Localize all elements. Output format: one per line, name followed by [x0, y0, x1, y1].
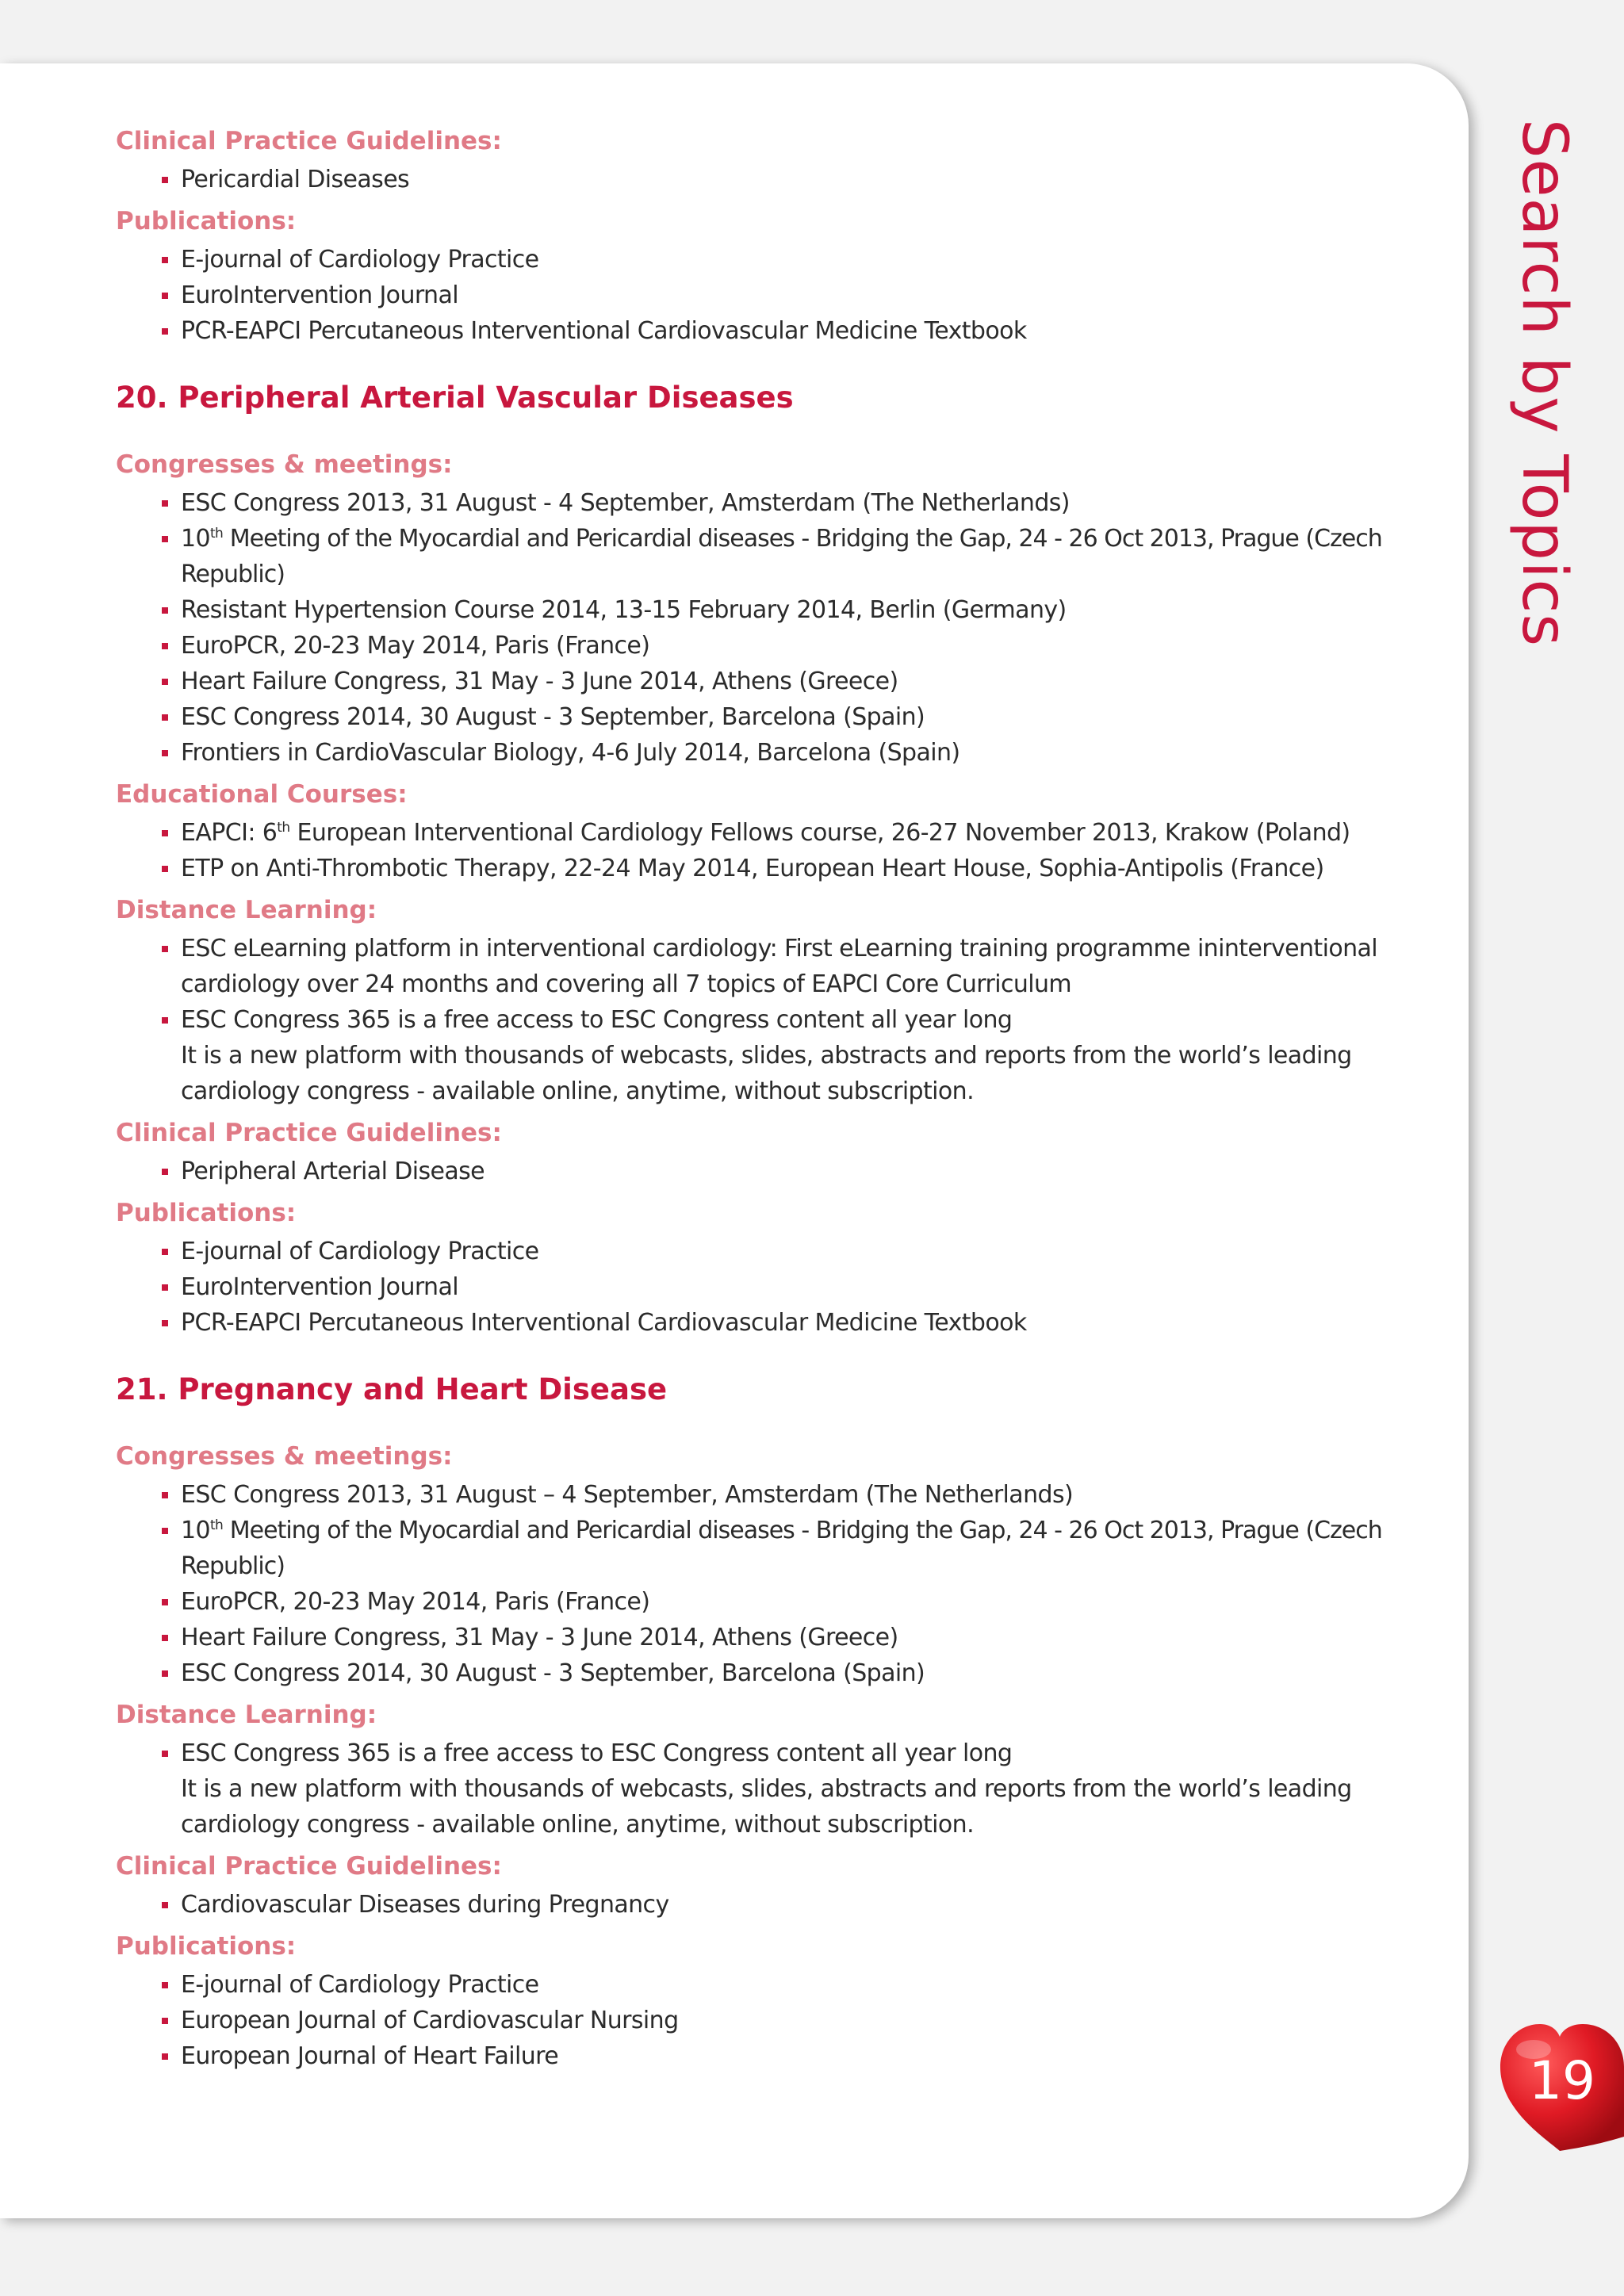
list-item: ESC Congress 2013, 31 August – 4 September, Amsterdam (The Netherlands)	[181, 1477, 1416, 1513]
guidelines-list	[116, 1154, 1416, 1189]
list-item: ETP on Anti-Thrombotic Therapy, 22-24 May 2014, European Heart House, Sophia-Antipolis (France)	[181, 851, 1416, 886]
guidelines-list	[116, 162, 1416, 197]
list-item: Frontiers in CardioVascular Biology, 4-6 July 2014, Barcelona (Spain)	[181, 735, 1416, 771]
list-item: EuroPCR, 20-23 May 2014, Paris (France)	[181, 628, 1416, 664]
subheading-publications: Publications:	[116, 1932, 297, 1961]
list-item: E-journal of Cardiology Practice	[181, 1234, 1416, 1269]
list-item: E-journal of Cardiology Practice	[181, 242, 1416, 277]
publications-list	[116, 1234, 1416, 1341]
list-item: Heart Failure Congress, 31 May - 3 June 2014, Athens (Greece)	[181, 1620, 1416, 1655]
publications-list	[116, 1967, 1416, 2074]
subheading-publications: Publications:	[116, 1199, 297, 1227]
list-item: ESC eLearning platform in interventional cardiology: First eLearning training programme ininterventional cardiology over 24 months and covering all 7 topics of EAPCI Core Curriculum	[181, 931, 1416, 1002]
guidelines-list	[116, 1887, 1416, 1923]
list-item: EuroIntervention Journal	[181, 1269, 1416, 1305]
subheading-guidelines: Clinical Practice Guidelines:	[116, 1852, 502, 1881]
subheading-guidelines: Clinical Practice Guidelines:	[116, 1119, 502, 1147]
publications-list	[116, 242, 1416, 349]
side-title: Search by Topics	[1508, 119, 1580, 648]
list-item: E-journal of Cardiology Practice	[181, 1967, 1416, 2003]
list-item: EAPCI: 6th European Interventional Cardiology Fellows course, 26-27 November 2013, Krakow (Poland)	[181, 815, 1416, 851]
distance-learning-list	[116, 931, 1416, 1109]
list-item: Heart Failure Congress, 31 May - 3 June 2014, Athens (Greece)	[181, 664, 1416, 699]
list-item: EuroIntervention Journal	[181, 277, 1416, 313]
section-title-20: 20. Peripheral Arterial Vascular Diseases	[116, 381, 794, 415]
list-item: Pericardial Diseases	[181, 162, 1416, 197]
list-item: PCR-EAPCI Percutaneous Interventional Cardiovascular Medicine Textbook	[181, 313, 1416, 349]
distance-learning-list	[116, 1735, 1416, 1843]
list-item: PCR-EAPCI Percutaneous Interventional Cardiovascular Medicine Textbook	[181, 1305, 1416, 1341]
list-item: ESC Congress 2014, 30 August - 3 September, Barcelona (Spain)	[181, 1655, 1416, 1691]
subheading-congresses: Congresses & meetings:	[116, 450, 453, 479]
subheading-distance-learning: Distance Learning:	[116, 1701, 377, 1729]
congresses-list	[116, 485, 1416, 771]
list-item: EuroPCR, 20-23 May 2014, Paris (France)	[181, 1584, 1416, 1620]
list-item: 10th Meeting of the Myocardial and Pericardial diseases - Bridging the Gap, 24 - 26 Oct 2013, Prague (Czech Republic)	[181, 521, 1416, 592]
list-item: ESC Congress 2013, 31 August - 4 September, Amsterdam (The Netherlands)	[181, 485, 1416, 521]
list-item: ESC Congress 365 is a free access to ESC Congress content all year long It is a new platform with thousands of webcasts, slides, abstracts and reports from the world’s leading cardiology congress - available online, anytime, without subscription.	[181, 1002, 1416, 1109]
list-item: European Journal of Cardiovascular Nursing	[181, 2003, 1416, 2038]
subheading-distance-learning: Distance Learning:	[116, 896, 377, 924]
subheading-publications: Publications:	[116, 207, 297, 235]
page-content	[116, 127, 1416, 2074]
subheading-congresses: Congresses & meetings:	[116, 1442, 453, 1471]
subheading-courses: Educational Courses:	[116, 780, 408, 809]
list-item: ESC Congress 365 is a free access to ESC Congress content all year long It is a new platform with thousands of webcasts, slides, abstracts and reports from the world’s leading cardiology congress - available online, anytime, without subscription.	[181, 1735, 1416, 1843]
subheading-guidelines: Clinical Practice Guidelines:	[116, 127, 502, 155]
list-item: Peripheral Arterial Disease	[181, 1154, 1416, 1189]
list-item: Cardiovascular Diseases during Pregnancy	[181, 1887, 1416, 1923]
congresses-list	[116, 1477, 1416, 1691]
list-item: 10th Meeting of the Myocardial and Pericardial diseases - Bridging the Gap, 24 - 26 Oct 2013, Prague (Czech Republic)	[181, 1513, 1416, 1584]
courses-list	[116, 815, 1416, 886]
list-item: Resistant Hypertension Course 2014, 13-15 February 2014, Berlin (Germany)	[181, 592, 1416, 628]
page-number: 19	[1529, 2050, 1595, 2111]
section-title-21: 21. Pregnancy and Heart Disease	[116, 1372, 668, 1406]
list-item: ESC Congress 2014, 30 August - 3 September, Barcelona (Spain)	[181, 699, 1416, 735]
list-item: European Journal of Heart Failure	[181, 2038, 1416, 2074]
